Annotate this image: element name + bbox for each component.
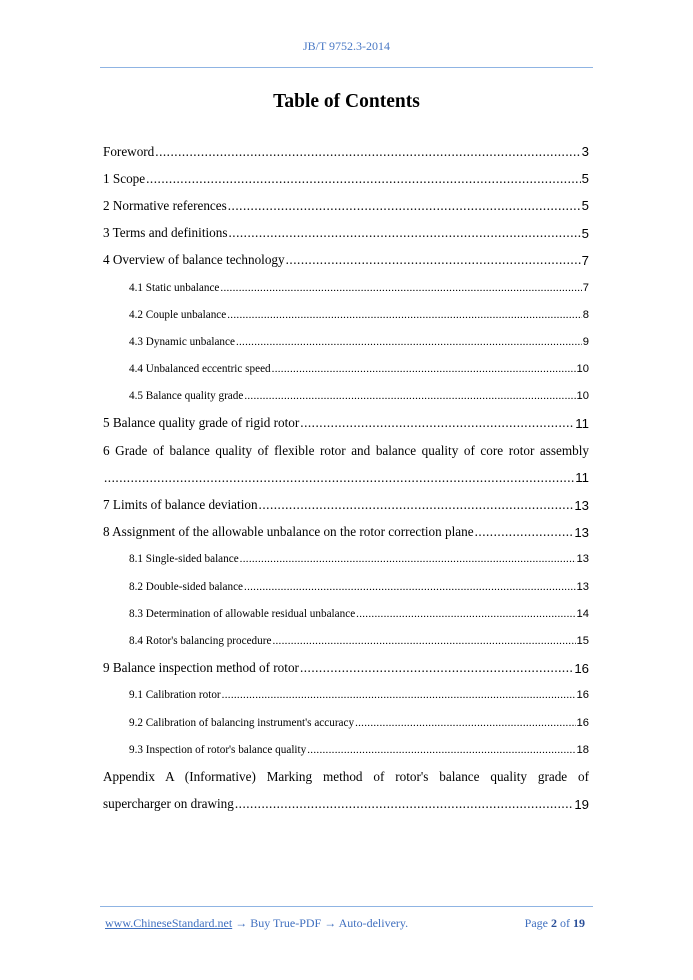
toc-entry-label-cont: supercharger on drawing — [103, 796, 234, 812]
toc-subentry[interactable] — [103, 736, 589, 763]
dot-leader — [300, 660, 573, 676]
page-label: Page — [524, 916, 548, 930]
toc-entry-label: 2 Normative references — [103, 197, 227, 213]
dot-leader — [300, 415, 574, 431]
dot-leader — [355, 717, 575, 729]
dot-leader — [236, 336, 582, 348]
toc-page-number: 9 — [582, 335, 589, 348]
toc-entry-label: Foreword — [103, 143, 155, 159]
toc-entry-label: 8.1 Single-sided balance — [129, 553, 239, 566]
dot-leader — [146, 171, 581, 187]
dot-leader — [244, 581, 576, 593]
current-page: 2 — [551, 916, 557, 930]
toc-subentry[interactable] — [103, 328, 589, 355]
toc-page-number: 16 — [576, 716, 589, 729]
of-label: of — [560, 916, 570, 930]
toc-entry[interactable] — [103, 138, 589, 165]
toc-page-number: 14 — [576, 607, 589, 620]
toc-entry-label: 3 Terms and definitions — [103, 225, 228, 241]
toc-entry-label: 8.2 Double-sided balance — [129, 580, 244, 593]
toc-entry[interactable] — [103, 791, 589, 818]
toc-entry-label: 8.4 Rotor's balancing procedure — [129, 634, 272, 647]
toc-page-number: 13 — [576, 553, 589, 566]
toc-subentry[interactable] — [103, 546, 589, 573]
toc-entry-line[interactable] — [103, 437, 589, 464]
auto-delivery-text: Auto-delivery. — [338, 916, 409, 930]
toc-subentry[interactable] — [103, 274, 589, 301]
toc-page-number: 15 — [576, 634, 589, 647]
toc-entry[interactable] — [103, 491, 589, 518]
toc-entry-label: 8.3 Determination of allowable residual unbalance — [129, 607, 356, 620]
toc-entry[interactable] — [103, 220, 589, 247]
toc-entry[interactable] — [103, 464, 589, 491]
toc-entry-label: 4 Overview of balance technology — [103, 252, 285, 268]
dot-leader — [475, 524, 574, 540]
toc-entry[interactable] — [103, 165, 589, 192]
toc-subentry[interactable] — [103, 301, 589, 328]
toc-page-number: 3 — [581, 144, 589, 160]
toc-page-number: 5 — [581, 198, 589, 214]
buy-true-pdf-link[interactable]: Buy True-PDF — [250, 916, 322, 930]
footer-left — [105, 916, 408, 931]
dot-leader — [272, 363, 576, 375]
toc-entry[interactable] — [103, 655, 589, 682]
toc-entry-label: 9.3 Inspection of rotor's balance quality — [129, 743, 307, 756]
toc-page-number: 13 — [574, 497, 589, 513]
dot-leader — [220, 282, 581, 294]
toc-page-number: 5 — [581, 171, 589, 187]
toc-page-number: 18 — [576, 743, 589, 756]
dot-leader — [155, 144, 580, 160]
page-indicator — [525, 916, 585, 931]
toc-page-number: 13 — [576, 580, 589, 593]
arrow-right-icon: → — [235, 916, 248, 930]
toc-subentry[interactable] — [103, 682, 589, 709]
arrow-right-icon: → — [324, 916, 337, 930]
dot-leader — [272, 635, 575, 647]
toc-subentry[interactable] — [103, 356, 589, 383]
dot-leader — [228, 225, 580, 241]
toc-subentry[interactable] — [103, 627, 589, 654]
toc-entry[interactable] — [103, 519, 589, 546]
toc-entry-label: 4.4 Unbalanced eccentric speed — [129, 363, 271, 376]
page-title: Table of Contents — [273, 91, 420, 112]
toc-entry[interactable] — [103, 410, 589, 437]
footer-divider — [100, 906, 593, 907]
dot-leader — [228, 198, 581, 214]
dot-leader — [227, 309, 582, 321]
toc-entry[interactable] — [103, 247, 589, 274]
document-id-header: JB/T 9752.3-2014 — [302, 39, 391, 53]
dot-leader — [286, 252, 581, 268]
toc-page-number: 19 — [574, 796, 589, 812]
toc-page-number: 16 — [576, 689, 589, 702]
website-link[interactable]: www.ChineseStandard.net — [105, 916, 233, 930]
table-of-contents — [103, 138, 589, 818]
toc-entry-label: 4.5 Balance quality grade — [129, 390, 244, 403]
toc-entry-label: 7 Limits of balance deviation — [103, 497, 258, 513]
toc-page-number: 7 — [582, 281, 589, 294]
toc-page-number: 10 — [576, 363, 589, 376]
toc-page-number: 10 — [576, 390, 589, 403]
toc-entry-label: 4.1 Static unbalance — [129, 281, 220, 294]
toc-entry[interactable] — [103, 192, 589, 219]
dot-leader — [259, 497, 574, 513]
dot-leader — [222, 689, 576, 701]
toc-entry-label: 9 Balance inspection method of rotor — [103, 660, 299, 676]
toc-page-number: 8 — [582, 308, 589, 321]
dot-leader — [240, 553, 576, 565]
toc-page-number: 11 — [575, 415, 589, 431]
toc-entry-label: Appendix A (Informative) Marking method of rotor's balance quality grade of — [103, 768, 589, 784]
dot-leader — [356, 608, 575, 620]
toc-entry-label: 5 Balance quality grade of rigid rotor — [103, 415, 300, 431]
dot-leader — [307, 744, 575, 756]
toc-entry-label: 9.2 Calibration of balancing instrument's accuracy — [129, 716, 355, 729]
total-pages: 19 — [573, 916, 585, 930]
toc-page-number: 7 — [581, 252, 589, 268]
toc-entry-label: 6 Grade of balance quality of flexible rotor and balance quality of core rotor assembly — [103, 442, 589, 458]
toc-page-number: 16 — [574, 660, 589, 676]
toc-page-number: 5 — [581, 225, 589, 241]
header-divider — [100, 67, 593, 68]
toc-entry-label: 4.3 Dynamic unbalance — [129, 335, 235, 348]
toc-page-number: 11 — [575, 470, 589, 486]
toc-page-number: 13 — [574, 524, 589, 540]
toc-entry-label: 9.1 Calibration rotor — [129, 689, 221, 702]
toc-subentry[interactable] — [103, 573, 589, 600]
toc-entry-label: 1 Scope — [103, 170, 146, 186]
dot-leader — [235, 796, 573, 812]
toc-subentry[interactable] — [103, 709, 589, 736]
toc-subentry[interactable] — [103, 600, 589, 627]
toc-subentry[interactable] — [103, 383, 589, 410]
dot-leader — [244, 390, 575, 402]
toc-entry-label: 4.2 Couple unbalance — [129, 308, 227, 321]
dot-leader — [104, 470, 574, 486]
toc-entry-line[interactable] — [103, 763, 589, 790]
toc-entry-label: 8 Assignment of the allowable unbalance on the rotor correction plane — [103, 524, 474, 540]
